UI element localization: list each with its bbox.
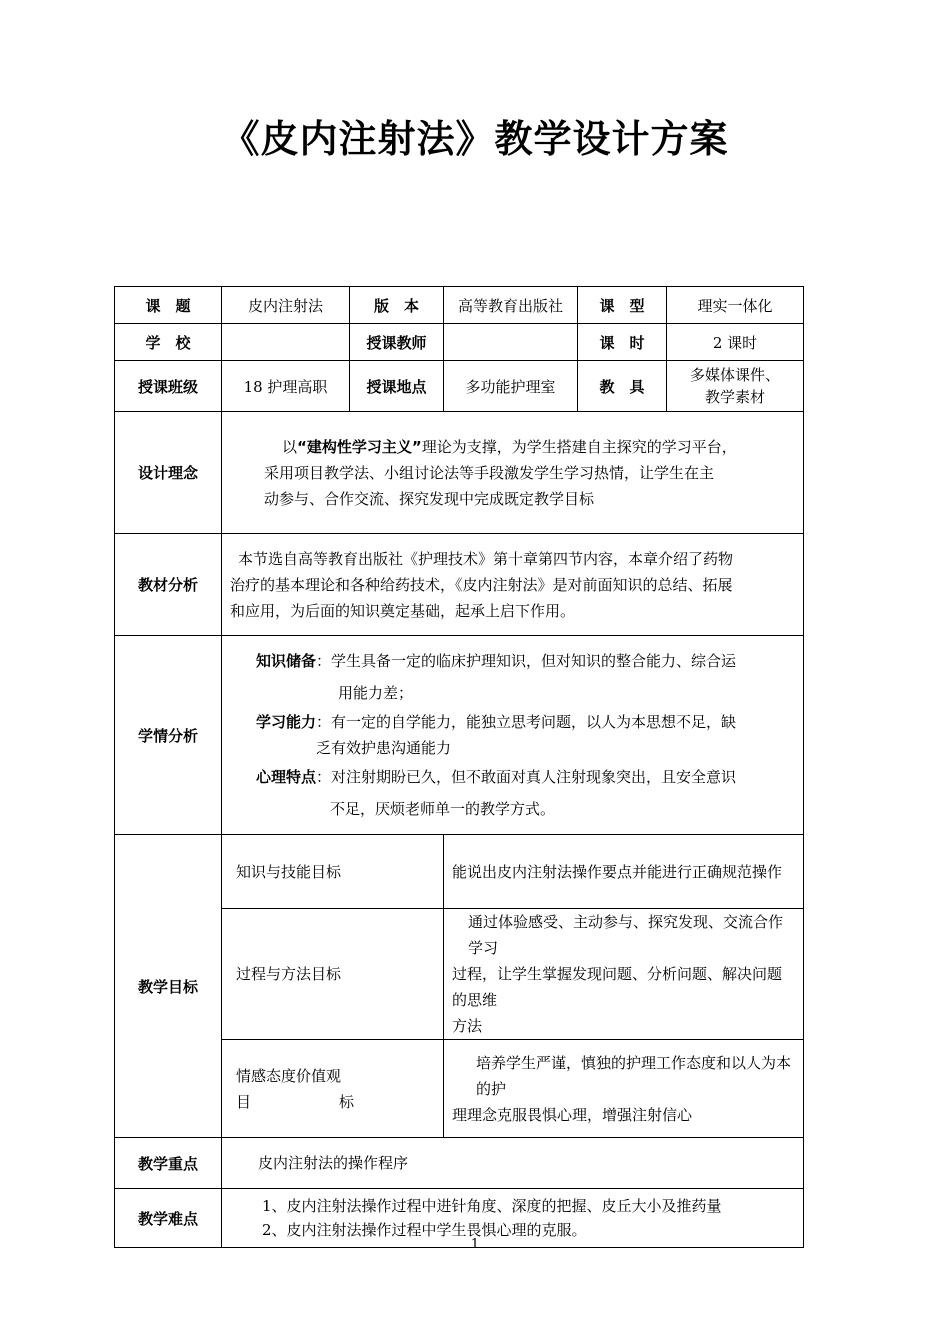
objective-label-3-line-1: 情感态度价值观	[236, 1066, 342, 1085]
objective-label-2: 过程与方法目标	[222, 909, 444, 1040]
location-label: 授课地点	[350, 361, 444, 412]
design-row	[115, 412, 804, 534]
psych-line-2: 不足，厌烦老师单一的教学方式。	[330, 800, 556, 818]
knowledge-line-2: 用能力差；	[338, 684, 414, 702]
objective-text-3-line-2: 理理念克服畏惧心理，增强注射信心	[452, 1105, 693, 1124]
hours-value: 2 课时	[667, 324, 804, 361]
objective-text-2-line-3: 方法	[452, 1017, 483, 1035]
lesson-plan-table	[114, 286, 804, 1248]
teacher-label: 授课教师	[350, 324, 444, 361]
school-value	[222, 324, 350, 361]
key-point-label: 教学重点	[115, 1138, 222, 1189]
knowledge-label: 知识储备	[256, 652, 317, 670]
material-label: 教材分析	[115, 534, 222, 636]
ability-label: 学习能力	[256, 713, 317, 731]
tools-value-line-2: 教学素材	[704, 388, 765, 406]
material-line-1: 本节选自高等教育出版社《护理技术》第十章第四节内容，本章介绍了药物	[238, 549, 734, 568]
objective-text-3-line-1: 培养学生严谨，慎独的护理工作态度和以人为本的护	[476, 1053, 792, 1098]
objective-label-1: 知识与技能目标	[222, 835, 444, 909]
school-label: 学 校	[115, 324, 222, 361]
design-line-1: 理论为支撑，为学生搭建自主探究的学习平台，	[421, 437, 737, 456]
class-value: 18 护理高职	[222, 361, 350, 412]
objective-text-2-line-1: 通过体验感受、主动参与、探究发现、交流合作学习	[468, 913, 784, 957]
material-line-2: 治疗的基本理论和各种给药技术，《皮内注射法》是对前面知识的总结、拓展	[230, 575, 733, 594]
class-label: 授课班级	[115, 361, 222, 412]
type-label: 课 型	[578, 287, 667, 324]
type-value: 理实一体化	[667, 287, 804, 324]
design-label: 设计理念	[115, 412, 222, 534]
design-line-2: 采用项目教学法、小组讨论法等手段激发学生学习热情，让学生在主	[264, 463, 715, 482]
design-text	[222, 412, 804, 534]
design-emphasis: “建构性学习主义”	[297, 437, 422, 456]
teacher-value	[444, 324, 578, 361]
learners-text	[222, 636, 804, 835]
location-value: 多功能护理室	[444, 361, 578, 412]
psych-line-1: ：对注射期盼已久，但不敢面对真人注射现象突出，且安全意识	[316, 768, 737, 786]
objective-label-3-part-b: 标	[338, 1092, 354, 1111]
topic-value: 皮内注射法	[222, 287, 350, 324]
tools-value-line-1: 多媒体课件、	[689, 366, 780, 384]
document-title: 《皮内注射法》教学设计方案	[221, 117, 729, 161]
objective-row-1	[115, 835, 804, 909]
objective-text-2-line-2: 过程，让学生掌握发现问题、分析问题、解决问题的思维	[452, 965, 783, 1009]
material-line-3: 和应用，为后面的知识奠定基础，起承上启下作用。	[230, 601, 576, 620]
design-line-3: 动参与、合作交流、探究发现中完成既定教学目标	[264, 489, 595, 508]
info-row-2	[115, 324, 804, 361]
tools-value	[667, 361, 804, 412]
material-text	[222, 534, 804, 636]
tools-label: 教 具	[578, 361, 667, 412]
edition-label: 版 本	[350, 287, 444, 324]
material-row	[115, 534, 804, 636]
key-point-row	[115, 1138, 804, 1189]
hours-label: 课 时	[578, 324, 667, 361]
page-number: 1	[470, 1237, 480, 1252]
difficulty-label: 教学难点	[115, 1189, 222, 1248]
objectives-label: 教学目标	[115, 835, 222, 1138]
difficulty-line-1: 1、皮内注射法操作过程中进针角度、深度的把握、皮丘大小及推药量	[262, 1197, 722, 1215]
objective-text-1: 能说出皮内注射法操作要点并能进行正确规范操作	[444, 835, 804, 909]
learners-row	[115, 636, 804, 835]
ability-line-2: 乏有效护患沟通能力	[316, 739, 452, 757]
objective-text-2	[444, 909, 804, 1040]
objective-label-3	[222, 1040, 444, 1138]
edition-value: 高等教育出版社	[444, 287, 578, 324]
objective-label-3-part-a: 目	[236, 1092, 252, 1111]
info-row-1	[115, 287, 804, 324]
ability-line-1: ：有一定的自学能力，能独立思考问题，以人为本思想不足，缺	[316, 713, 737, 731]
difficulty-line-2: 2、皮内注射法操作过程中学生畏惧心理的克服。	[262, 1221, 587, 1239]
topic-label: 课 题	[115, 287, 222, 324]
info-row-3	[115, 361, 804, 412]
learners-label: 学情分析	[115, 636, 222, 835]
knowledge-line-1: ：学生具备一定的临床护理知识，但对知识的整合能力、综合运	[316, 652, 737, 670]
design-prefix: 以	[282, 437, 298, 456]
psych-label: 心理特点	[256, 768, 317, 786]
key-point-text: 皮内注射法的操作程序	[222, 1138, 804, 1189]
objective-text-3	[444, 1040, 804, 1138]
